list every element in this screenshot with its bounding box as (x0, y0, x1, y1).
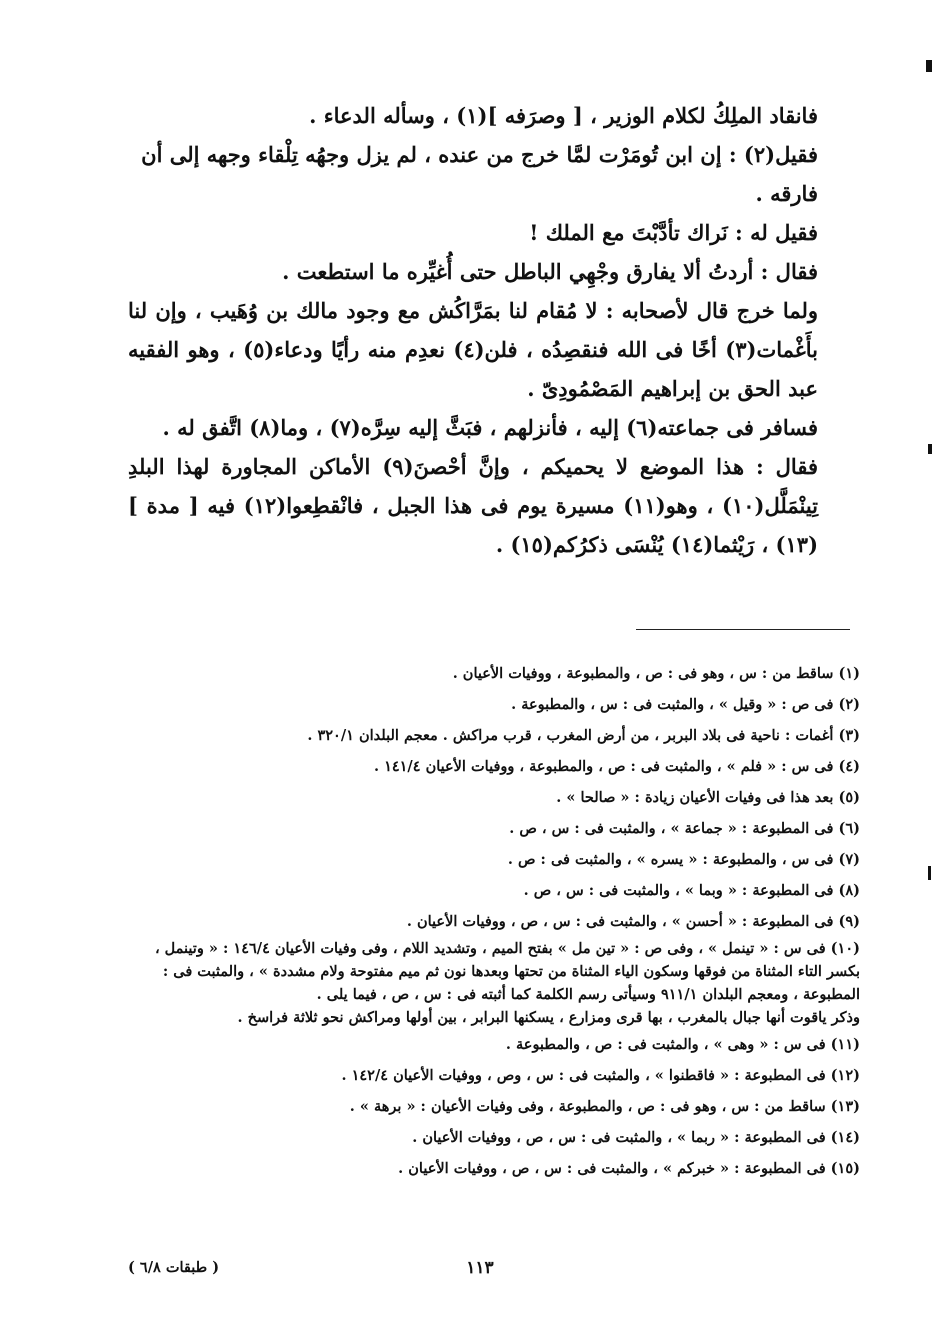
footnote: (١٢) فى المطبوعة : « فاقطنوا » ، والمثبت فى : س ، وص ، ووفيات الأعيان ١٤٢/٤ . (341, 1067, 860, 1084)
footnote: (١) ساقط من : س ، وهو فى : ص ، والمطبوعة ، ووفيات الأعيان . (452, 665, 860, 682)
footnote: (٣) أغمات : ناحية فى بلاد البربر ، من أرض المغرب ، قرب مراكش . معجم البلدان ٣٢٠/١ . (307, 727, 860, 744)
main-text (128, 96, 818, 564)
paragraph: فقال : أردتُ ألا يفارق وجْهِي الباطل حتى أُغيِّره ما استطعت . (282, 259, 818, 284)
footnote: (٧) فى س ، والمطبوعة : « يسره » ، والمثبت فى : ص . (507, 851, 860, 868)
footnote: (١١) فى س : « وهى » ، والمثبت فى : ص ، والمطبوعة . (505, 1036, 860, 1053)
footnotes (128, 658, 860, 1184)
paragraph: ولما خرج قال لأصحابه : لا مُقام لنا بمَرَّاكُش مع وجود مالك بن وُهَيب ، وإن لنا بأَغْمات(٣) أخًا فى الله فنقصِدُه ، فلن(٤) نعدِم منه رأيًا ودعاء(٥) ، وهو الفقيه عبد الحق بن إبراهيم المَصْمُودِىّ . (128, 298, 818, 401)
footnote: (٩) فى المطبوعة : « أحسن » ، والمثبت فى : س ، ص ، ووفيات الأعيان . (406, 913, 860, 930)
footnote: (١٥) فى المطبوعة : « خبركم » ، والمثبت فى : س ، ص ، ووفيات الأعيان . (398, 1160, 860, 1177)
footnote: (٨) فى المطبوعة : « وبما » ، والمثبت فى : س ، ص . (523, 882, 860, 899)
paragraph: فانقاد الملِكُ لكلام الوزير ، [ وصرَفه ](١) ، وسأله الدعاء . (309, 103, 818, 128)
footnote: (١٤) فى المطبوعة : « ربما » ، والمثبت فى : س ، ص ، ووفيات الأعيان . (412, 1129, 860, 1146)
footnote: (٢) فى ص : « وقيل » ، والمثبت فى : س ، والمطبوعة . (511, 696, 860, 713)
scan-mark-top (926, 60, 932, 72)
page-number: ١١٣ (466, 1258, 494, 1278)
footnote: (٦) فى المطبوعة : « جماعة » ، والمثبت فى : س ، ص . (509, 820, 860, 837)
scan-mark-lower (928, 866, 931, 880)
paragraph: فقيل له : نَراك تأدَّبْتَ مع الملك ! (529, 220, 818, 245)
footnote-continuation: وذكر ياقوت أنها جبال بالمغرب ، بها قرى ومزارع ، يسكنها البرابر ، بين أولها ومراكش نحو ثلاثة فراسخ . (237, 1009, 860, 1026)
footnote: (٥) بعد هذا فى وفيات الأعيان زيادة : « صالحا » . (556, 789, 860, 806)
footnote: (١٠) فى س : « تينمل » ، وفى ص : « تين مل » بفتح الميم ، وتشديد اللام ، وفى وفيات الأعيان ١٤٦/٤ : « وتينمل ، بكسر التاء المثناة من فوقها وسكون الياء المثناة من تحتها وبعدها نون ثم ميم مفتوحة ولام مشددة » ، والمثبت فى : المطبوعة ، ومعجم البلدان ٩١١/١ وسيأتى رسم الكلمة كما أثبته فى : س ، ص ، فيما يلى . (154, 940, 860, 1003)
scan-mark-middle (928, 444, 932, 454)
footnote: (١٣) ساقط من : س ، وهو فى : ص ، والمطبوعة ، وفى وفيات الأعيان : « برهة » . (349, 1098, 860, 1115)
paragraph: فقيل(٢) : إن ابن تُومَرْت لمَّا خرج من عنده ، لم يزل وجهُه تِلْقاء وجهه إلى أن فارقه . (141, 142, 818, 206)
footnote-divider (636, 629, 850, 630)
paragraph: فقال : هذا الموضع لا يحميكم ، وإنَّ أحْصنَ(٩) الأماكن المجاورة لهذا البلدِ تِينْمَلَّل(١٠) ، وهو(١١) مسيرة يوم فى هذا الجبل ، فانْقطِعوا(١٢) فيه [ مدة ](١٣) ، رَيْثما(١٤) يُنْسَى ذكرُكم(١٥) . (128, 454, 818, 557)
paragraph: فسافر فى جماعته(٦) إليه ، فأنزلهم ، فبَثَّ إليه سِرَّه(٧) ، وما(٨) اتَّفق له . (162, 415, 818, 440)
signature-mark: ( طبقات ٦/٨ ) (128, 1259, 220, 1276)
footnote: (٤) فى س : « فلم » ، والمثبت فى : ص ، والمطبوعة ، ووفيات الأعيان ١٤١/٤ . (373, 758, 860, 775)
